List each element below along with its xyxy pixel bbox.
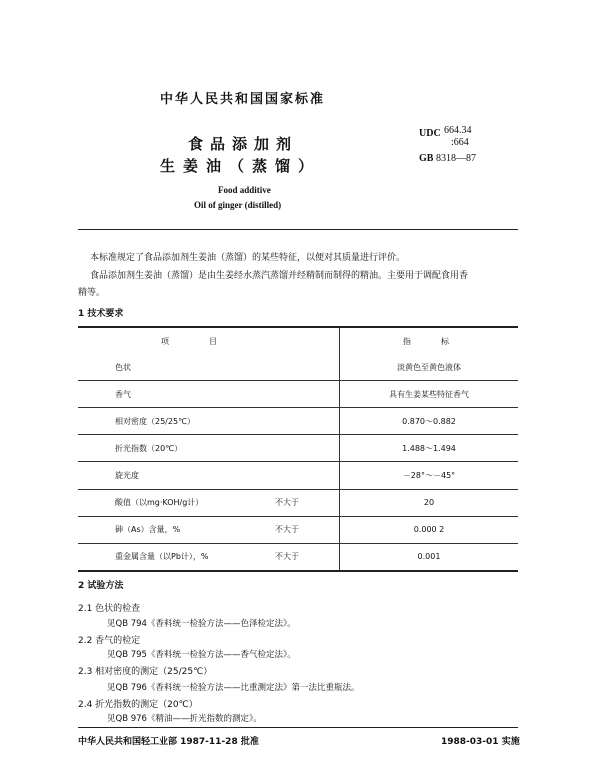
footer-divider bbox=[78, 727, 518, 728]
subsection-2-4-ref: 见QB 976《精油——折光指数的测定》。 bbox=[107, 714, 262, 724]
row-item: 重金属含量（以Pb计），% bbox=[115, 552, 209, 562]
standard-title-line1: 食品添加剂 bbox=[188, 135, 299, 153]
table-row bbox=[78, 516, 518, 543]
row-qualifier bbox=[275, 408, 340, 435]
table-row bbox=[78, 543, 518, 571]
section-1-heading: 1 技术要求 bbox=[78, 309, 124, 319]
row-value: 20 bbox=[340, 489, 519, 516]
issuing-organization: 中华人民共和国国家标准 bbox=[160, 92, 326, 107]
english-title-line1: Food additive bbox=[218, 185, 271, 195]
header-item: 项目 bbox=[161, 336, 257, 346]
subsection-2-4-title: 2.4 折光指数的测定（20℃） bbox=[78, 700, 198, 710]
row-qualifier bbox=[275, 435, 340, 462]
row-item: 旋光度 bbox=[115, 471, 139, 481]
table-row bbox=[78, 408, 518, 435]
row-qualifier: 不大于 bbox=[275, 498, 299, 508]
gb-number bbox=[419, 153, 476, 164]
row-value: 具有生姜某些特征香气 bbox=[340, 381, 519, 408]
subsection-2-1-title: 2.1 色状的检查 bbox=[78, 604, 141, 614]
subsection-2-3-title: 2.3 相对密度的测定（25/25℃） bbox=[78, 667, 213, 677]
subsection-2-3-ref: 见QB 796《香料统一检验方法——比重测定法》第一法比重瓶法。 bbox=[107, 683, 360, 693]
row-value: 0.001 bbox=[340, 543, 519, 571]
row-qualifier: 不大于 bbox=[275, 552, 299, 562]
row-value: 1.488～1.494 bbox=[340, 435, 519, 462]
subsection-2-2-title: 2.2 香气的检定 bbox=[78, 636, 141, 646]
intro-paragraph-2-cont: 精等。 bbox=[78, 288, 106, 298]
table-row bbox=[78, 381, 518, 408]
udc-value-1: 664.34 bbox=[444, 125, 472, 136]
row-qualifier bbox=[275, 462, 340, 489]
section-2-heading: 2 试验方法 bbox=[78, 581, 124, 591]
intro-paragraph-1: 本标准规定了食品添加剂生姜油（蒸馏）的某些特征，以便对其质量进行评价。 bbox=[90, 253, 406, 263]
row-item: 色状 bbox=[115, 362, 131, 372]
row-qualifier: 不大于 bbox=[275, 525, 299, 535]
row-value: 淡黄色至黄色液体 bbox=[340, 354, 519, 381]
subsection-2-2-ref: 见QB 795《香料统一检验方法——香气检定法》。 bbox=[107, 650, 296, 660]
row-item: 折光指数（20℃） bbox=[115, 443, 183, 453]
table-row bbox=[78, 489, 518, 516]
table-row bbox=[78, 462, 518, 489]
table-row bbox=[78, 435, 518, 462]
table-header-row bbox=[78, 327, 518, 354]
technical-requirements-table bbox=[78, 326, 518, 572]
english-title-line2: Oil of ginger (distilled) bbox=[194, 200, 282, 210]
row-item: 砷（As）含量，% bbox=[115, 525, 181, 535]
table-row bbox=[78, 354, 518, 381]
row-value: 0.000 2 bbox=[340, 516, 519, 543]
subsection-2-1-ref: 见QB 794《香料统一检验方法——色泽检定法》。 bbox=[107, 619, 296, 629]
row-item: 香气 bbox=[115, 389, 131, 399]
intro-paragraph-2: 食品添加剂生姜油（蒸馏）是由生姜经水蒸汽蒸馏并经精制而制得的精油。主要用于调配食用香 bbox=[90, 271, 469, 281]
udc-label: UDC bbox=[419, 128, 441, 139]
udc-value-2: :664 bbox=[451, 137, 469, 148]
approval-line: 中华人民共和国轻工业部 1987-11-28 批准 bbox=[78, 737, 259, 747]
row-qualifier bbox=[275, 354, 340, 381]
gb-label: GB bbox=[419, 153, 434, 164]
row-qualifier bbox=[275, 381, 340, 408]
row-item: 酸值（以mg·KOH/g计） bbox=[115, 498, 204, 508]
header-divider bbox=[78, 229, 518, 230]
standard-title-line2: 生姜油（蒸馏） bbox=[160, 157, 322, 175]
row-value: 0.870～0.882 bbox=[340, 408, 519, 435]
header-index: 指标 bbox=[340, 327, 519, 354]
row-item: 相对密度（25/25℃） bbox=[115, 416, 196, 426]
gb-code: 8318—87 bbox=[435, 153, 476, 164]
row-value: －28°～－45° bbox=[340, 462, 519, 489]
effective-date: 1988-03-01 实施 bbox=[441, 737, 520, 747]
